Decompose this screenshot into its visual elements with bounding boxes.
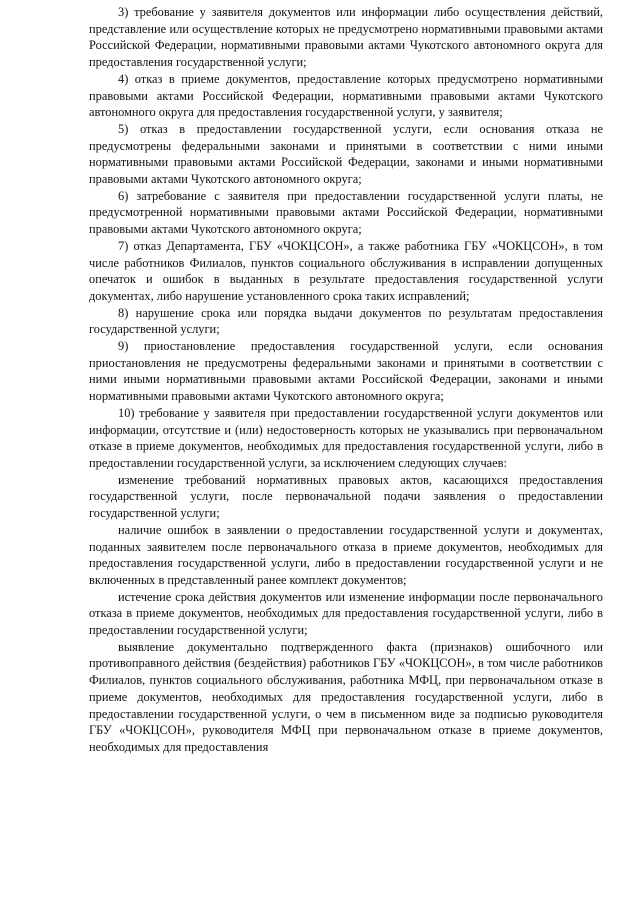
paragraph-item-5: 5) отказ в предоставлении государственной услуги, если основания отказа не предусмотрены федеральными законами и принятыми в соответствии с ними иными нормативными правовыми актами Российской Федерации, законами и иными нормативными правовыми актами Чукотского автономного округа; bbox=[89, 121, 603, 187]
exception-case-documents-expiry: истечение срока действия документов или изменение информации после первоначального отказа в приеме документов, необходимых для предоставления государственной услуги, либо в предоставлении государственной услуги; bbox=[89, 589, 603, 638]
paragraph-item-3: 3) требование у заявителя документов или информации либо осуществления действий, представление или осуществление которых не предусмотрено нормативными правовыми актами Российской Федерации, нормативными правовыми актами Чукотского автономного округа для предоставления государственной услуги; bbox=[89, 5, 603, 70]
exception-case-erroneous-action: выявление документально подтвержденного факта (признаков) ошибочного или противоправного действия (бездействия) работников ГБУ «ЧОКЦСОН», в том числе работников Филиалов, пунктов социального обслуживания, работника МФЦ, при первоначальном отказе в приеме документов, необходимых для предоставления государственной услуги, либо в предоставлении государственной услуги, о чем в письменном виде за подписью руководителя ГБУ «ЧОКЦСОН», руководителя МФЦ при первоначальном отказе в приеме документов, необходимых для предоставления bbox=[89, 639, 603, 754]
exception-case-requirements-change: изменение требований нормативных правовых актов, касающихся предоставления государственной услуги, после первоначальной подачи заявления о предоставлении государственной услуги; bbox=[89, 472, 603, 521]
paragraph-item-6: 6) затребование с заявителя при предоставлении государственной услуги платы, не предусмотренной нормативными правовыми актами Российской Федерации, нормативными правовыми актами Чукотского автономного округа; bbox=[89, 188, 603, 237]
exception-case-errors-in-application: наличие ошибок в заявлении о предоставлении государственной услуги и документах, поданных заявителем после первоначального отказа в приеме документов, необходимых для предоставления государственной услуги, либо в предоставлении государственной услуги и не включенных в представленный ранее комплект документов; bbox=[89, 522, 603, 587]
document-page bbox=[89, 4, 603, 756]
paragraph-item-4: 4) отказ в приеме документов, предоставление которых предусмотрено нормативными правовыми актами Российской Федерации, нормативными правовыми актами Чукотского автономного округа для предоставления государственной услуги, у заявителя; bbox=[89, 71, 603, 120]
paragraph-item-7: 7) отказ Департамента, ГБУ «ЧОКЦСОН», а также работника ГБУ «ЧОКЦСОН», в том числе работников Филиалов, пунктов социального обслуживания в исправлении допущенных опечаток и ошибок в выданных в результате предоставления государственной услуги документах, либо нарушение установленного срока таких исправлений; bbox=[89, 238, 603, 303]
paragraph-item-9: 9) приостановление предоставления государственной услуги, если основания приостановления не предусмотрены федеральными законами и принятыми в соответствии с ними иными нормативными правовыми актами Российской Федерации, законами и иными нормативными правовыми актами Чукотского автономного округа; bbox=[89, 339, 603, 404]
paragraph-item-8: 8) нарушение срока или порядка выдачи документов по результатам предоставления государственной услуги; bbox=[89, 305, 603, 337]
paragraph-item-10: 10) требование у заявителя при предоставлении государственной услуги документов или информации, отсутствие и (или) недостоверность которых не указывались при первоначальном отказе в приеме документов, необходимых для предоставления государственной услуги, либо в предоставлении государственной услуги, за исключением следующих случаев: bbox=[89, 405, 603, 470]
